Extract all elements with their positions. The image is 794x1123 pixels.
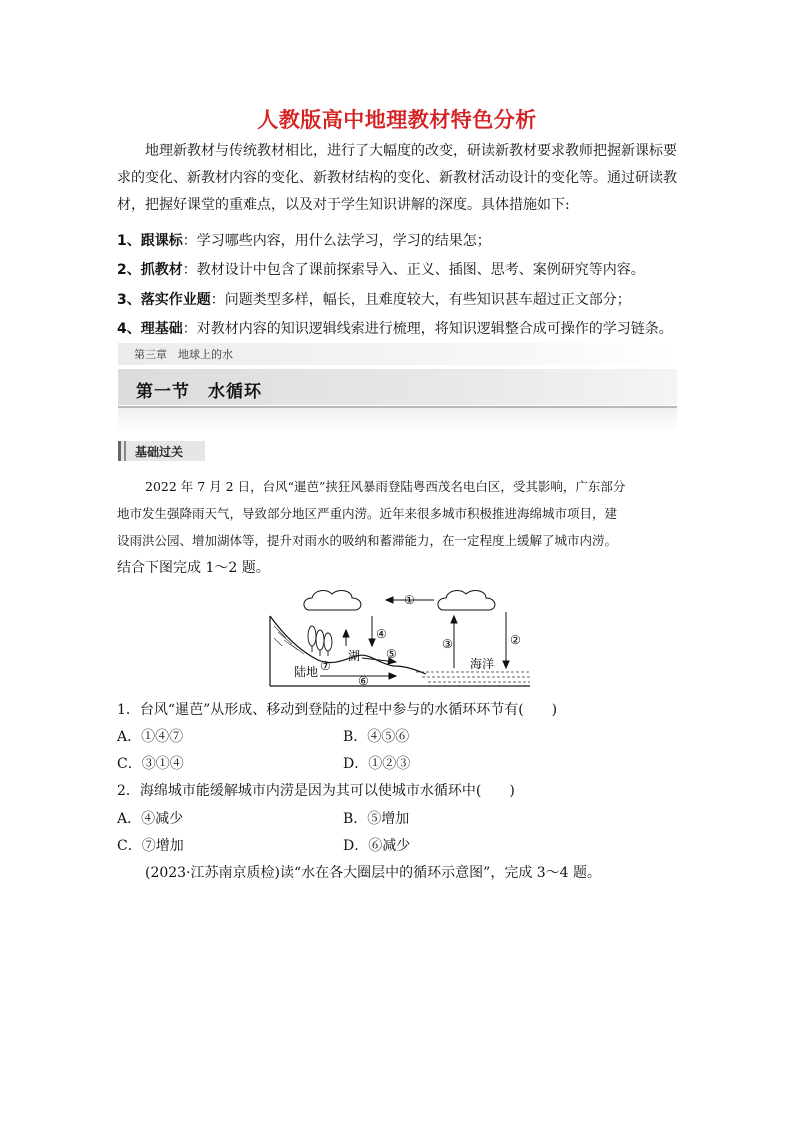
question-1-option-d: D．①②③ — [343, 756, 411, 772]
question-1-option-c: C．③①④ — [117, 756, 184, 772]
next-question-source: (2023·江苏南京质检)读“水在各大圈层中的循环示意图”，完成 3～4 题。 — [145, 865, 602, 881]
question-1-option-b: B．④⑤⑥ — [343, 729, 410, 745]
cloud-right — [438, 591, 495, 610]
number-7: ⑦ — [320, 659, 331, 673]
measure-text: ：学习哪些内容，用什么法学习，学习的结果怎； — [182, 233, 491, 249]
label-land: 陆地 — [294, 665, 319, 679]
question-2-stem: 2．海绵城市能缓解城市内涝是因为其可以使城市水循环中( ) — [117, 783, 515, 799]
question-1-option-a: A．①④⑦ — [117, 729, 184, 745]
number-2: ② — [510, 633, 521, 647]
intro-line: 求的变化、新教材内容的变化、新教材结构的变化、新教材活动设计的变化等。通过研读教 — [117, 170, 677, 186]
section-shadow — [118, 408, 677, 432]
chapter-heading: 第三章 地球上的水 — [134, 348, 233, 361]
question-passage — [117, 473, 677, 554]
number-6: ⑥ — [358, 674, 369, 688]
question-2-option-c: C．⑦增加 — [117, 838, 184, 854]
intro-line: 地理新教材与传统教材相比，进行了大幅度的改变，研读新教材要求教师把握新课标要 — [145, 143, 677, 159]
passage-line: 2022 年 7 月 2 日，台风“暹芭”挟狂风暴雨登陆粤西茂名电白区，受其影响，广东部分 — [145, 479, 626, 494]
number-5: ⑤ — [386, 647, 397, 661]
label-lake: 湖 — [348, 649, 361, 663]
cloud-left — [304, 591, 361, 610]
water-cycle-diagram — [266, 586, 532, 692]
passage-line: 地市发生强降雨天气，导致部分地区严重内涝。近年来很多城市积极推进海绵城市项目，建 — [117, 506, 618, 521]
number-1: ① — [404, 593, 415, 607]
measure-text: ：问题类型多样，幅长，且难度较大，有些知识甚车超过正文部分； — [210, 292, 631, 308]
ocean-waves — [416, 672, 530, 682]
section-tag-label: 基础过关 — [135, 445, 184, 459]
measure-label: 4、理基础 — [117, 321, 183, 337]
measure-item — [117, 260, 687, 280]
question-2-option-d: D．⑥减少 — [343, 838, 411, 854]
diagram-instruction: 结合下图完成 1～2 题。 — [117, 560, 270, 576]
number-3: ③ — [442, 637, 453, 651]
measure-item — [117, 231, 687, 251]
trees — [308, 626, 332, 656]
tag-marker — [124, 441, 126, 461]
label-ocean: 海洋 — [470, 657, 495, 671]
measure-text: ：教材设计中包含了课前探索导入、正义、插图、思考、案例研究等内容。 — [182, 262, 645, 278]
measure-label: 1、跟课标 — [117, 233, 183, 249]
intro-line: 材，把握好课堂的重难点，以及对于学生知识讲解的深度。具体措施如下: — [117, 197, 570, 213]
measure-item — [117, 319, 687, 339]
passage-line: 设雨洪公园、增加湖体等，提升对雨水的吸纳和蓄滞能力，在一定程度上缓解了城市内涝。 — [117, 533, 618, 548]
measure-label: 2、抓教材 — [117, 262, 183, 278]
question-2-option-a: A．④减少 — [117, 811, 184, 827]
measure-text: ：对教材内容的知识逻辑线索进行梳理，将知识逻辑整合成可操作的学习链条。 — [182, 321, 673, 337]
number-4: ④ — [376, 627, 387, 641]
section-title: 第一节 水循环 — [136, 382, 262, 402]
measure-item — [117, 290, 687, 310]
question-2-option-b: B．⑤增加 — [343, 811, 410, 827]
land-hatching — [274, 626, 304, 654]
intro-paragraph — [117, 138, 677, 219]
document-title: 人教版高中地理教材特色分析 — [257, 108, 537, 132]
question-1-stem: 1．台风“暹芭”从形成、移动到登陆的过程中参与的水循环环节有( ) — [117, 702, 558, 718]
measure-label: 3、落实作业题 — [117, 292, 211, 308]
